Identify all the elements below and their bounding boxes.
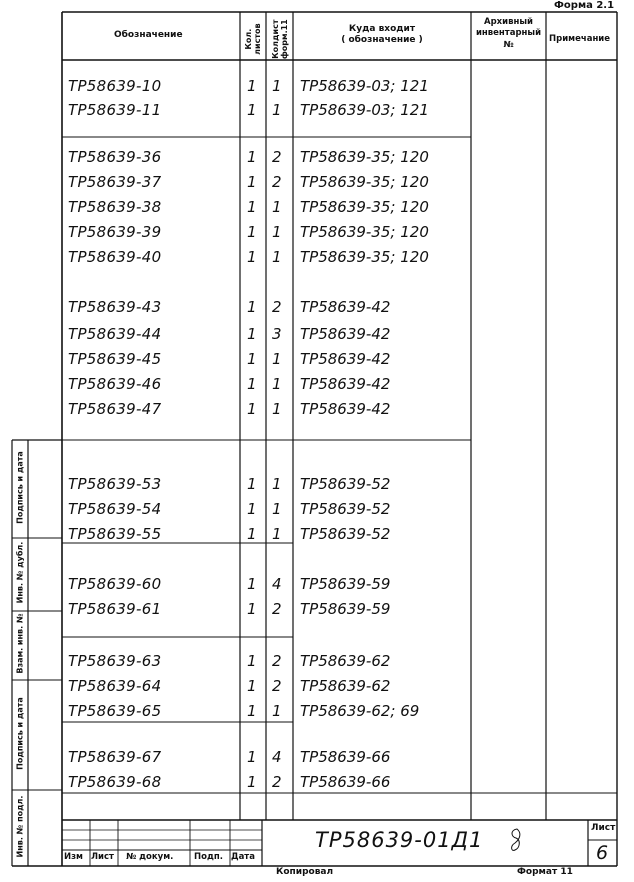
row-sheet-count: 1 (247, 400, 257, 418)
row-sheet-count: 1 (247, 702, 257, 720)
row-format-count: 2 (272, 773, 282, 791)
row-sheet-count: 1 (247, 298, 257, 316)
row-format-count: 2 (272, 677, 282, 695)
row-designation: ТР58639-43 (68, 298, 162, 316)
row-sheet-count: 1 (247, 773, 257, 791)
row-where-used: ТР58639-59 (300, 600, 391, 618)
row-sheet-count: 1 (247, 248, 257, 266)
row-format-count: 1 (272, 350, 282, 368)
row-designation: ТР58639-61 (68, 600, 162, 618)
row-format-count: 1 (272, 525, 282, 543)
row-sheet-count: 1 (247, 325, 257, 343)
row-where-used: ТР58639-42 (300, 400, 391, 418)
row-sheet-count: 1 (247, 101, 257, 119)
row-format-count: 1 (272, 223, 282, 241)
row-where-used: ТР58639-35; 120 (300, 148, 429, 166)
row-sheet-count: 1 (247, 575, 257, 593)
row-where-used: ТР58639-35; 120 (300, 198, 429, 216)
row-format-count: 1 (272, 400, 282, 418)
row-format-count: 2 (272, 600, 282, 618)
footer-format: Формат 11 (517, 867, 573, 877)
row-where-used: ТР58639-35; 120 (300, 173, 429, 191)
row-designation: ТР58639-67 (68, 748, 162, 766)
row-sheet-count: 1 (247, 500, 257, 518)
row-designation: ТР58639-44 (68, 325, 162, 343)
row-where-used: ТР58639-03; 121 (300, 101, 429, 119)
header-archive-number: Архивный инвентарный № (475, 17, 542, 50)
row-format-count: 1 (272, 248, 282, 266)
row-where-used: ТР58639-03; 121 (300, 77, 429, 95)
row-designation: ТР58639-63 (68, 652, 162, 670)
row-sheet-count: 1 (247, 223, 257, 241)
row-sheet-count: 1 (247, 173, 257, 191)
row-format-count: 1 (272, 198, 282, 216)
row-format-count: 4 (272, 575, 282, 593)
row-format-count: 1 (272, 475, 282, 493)
row-sheet-count: 1 (247, 77, 257, 95)
row-sheet-count: 1 (247, 525, 257, 543)
row-where-used: ТР58639-62 (300, 677, 391, 695)
row-designation: ТР58639-47 (68, 400, 162, 418)
row-where-used: ТР58639-35; 120 (300, 248, 429, 266)
row-where-used: ТР58639-66 (300, 773, 391, 791)
side-label-signature-date-2: Подпись и дата (15, 697, 25, 770)
row-format-count: 2 (272, 148, 282, 166)
row-sheet-count: 1 (247, 748, 257, 766)
row-format-count: 4 (272, 748, 282, 766)
row-designation: ТР58639-40 (68, 248, 162, 266)
side-label-replacement-inv: Взам. инв. № (15, 613, 25, 674)
row-where-used: ТР58639-52 (300, 525, 391, 543)
row-sheet-count: 1 (247, 600, 257, 618)
row-designation: ТР58639-54 (68, 500, 162, 518)
row-where-used: ТР58639-42 (300, 298, 391, 316)
row-where-used: ТР58639-42 (300, 350, 391, 368)
row-sheet-count: 1 (247, 198, 257, 216)
row-where-used: ТР58639-35; 120 (300, 223, 429, 241)
side-label-signature-date-1: Подпись и дата (15, 451, 25, 524)
row-where-used: ТР58639-42 (300, 325, 391, 343)
header-sheet-count: Кол. листов (243, 23, 262, 55)
row-format-count: 1 (272, 101, 282, 119)
header-format-count: Колдист форм.11 (270, 19, 289, 60)
row-sheet-count: 1 (247, 148, 257, 166)
row-format-count: 1 (272, 500, 282, 518)
row-designation: ТР58639-45 (68, 350, 162, 368)
row-designation: ТР58639-65 (68, 702, 162, 720)
row-where-used: ТР58639-66 (300, 748, 391, 766)
row-designation: ТР58639-10 (68, 77, 162, 95)
row-where-used: ТР58639-52 (300, 475, 391, 493)
row-designation: ТР58639-39 (68, 223, 162, 241)
row-designation: ТР58639-64 (68, 677, 162, 695)
row-designation: ТР58639-11 (68, 101, 162, 119)
row-format-count: 2 (272, 652, 282, 670)
col-change: Изм (64, 852, 84, 862)
side-label-original-inv: Инв. № подл. (15, 795, 25, 858)
header-notes: Примечание (549, 34, 611, 44)
row-format-count: 1 (272, 375, 282, 393)
header-where-used: Куда входит ( обозначение ) (341, 24, 423, 46)
header-designation: Обозначение (114, 30, 183, 40)
row-format-count: 2 (272, 173, 282, 191)
row-designation: ТР58639-68 (68, 773, 162, 791)
row-sheet-count: 1 (247, 652, 257, 670)
row-where-used: ТР58639-59 (300, 575, 391, 593)
col-date: Дата (231, 852, 255, 862)
row-where-used: ТР58639-62; 69 (300, 702, 420, 720)
sheet-label: Лист (591, 823, 616, 833)
row-designation: ТР58639-60 (68, 575, 162, 593)
row-sheet-count: 1 (247, 350, 257, 368)
row-format-count: 1 (272, 702, 282, 720)
side-label-duplicate-inv: Инв. № дубл. (15, 541, 25, 604)
row-designation: ТР58639-38 (68, 198, 162, 216)
sheet-number: 6 (596, 842, 609, 864)
col-sheet: Лист (91, 852, 114, 862)
row-designation: ТР58639-53 (68, 475, 162, 493)
row-designation: ТР58639-37 (68, 173, 162, 191)
row-format-count: 2 (272, 298, 282, 316)
row-designation: ТР58639-55 (68, 525, 162, 543)
col-signature: Подп. (194, 852, 223, 862)
row-sheet-count: 1 (247, 677, 257, 695)
row-designation: ТР58639-36 (68, 148, 162, 166)
row-where-used: ТР58639-62 (300, 652, 391, 670)
footer-copied: Копировал (276, 867, 334, 877)
row-where-used: ТР58639-52 (300, 500, 391, 518)
row-sheet-count: 1 (247, 475, 257, 493)
row-format-count: 1 (272, 77, 282, 95)
row-sheet-count: 1 (247, 375, 257, 393)
document-number: ТР58639-01Д1 (315, 828, 484, 852)
row-format-count: 3 (272, 325, 282, 343)
row-where-used: ТР58639-42 (300, 375, 391, 393)
row-designation: ТР58639-46 (68, 375, 162, 393)
form-label: Форма 2.1 (554, 0, 615, 11)
initials-mark (508, 826, 524, 856)
col-doc-number: № докум. (126, 852, 174, 862)
